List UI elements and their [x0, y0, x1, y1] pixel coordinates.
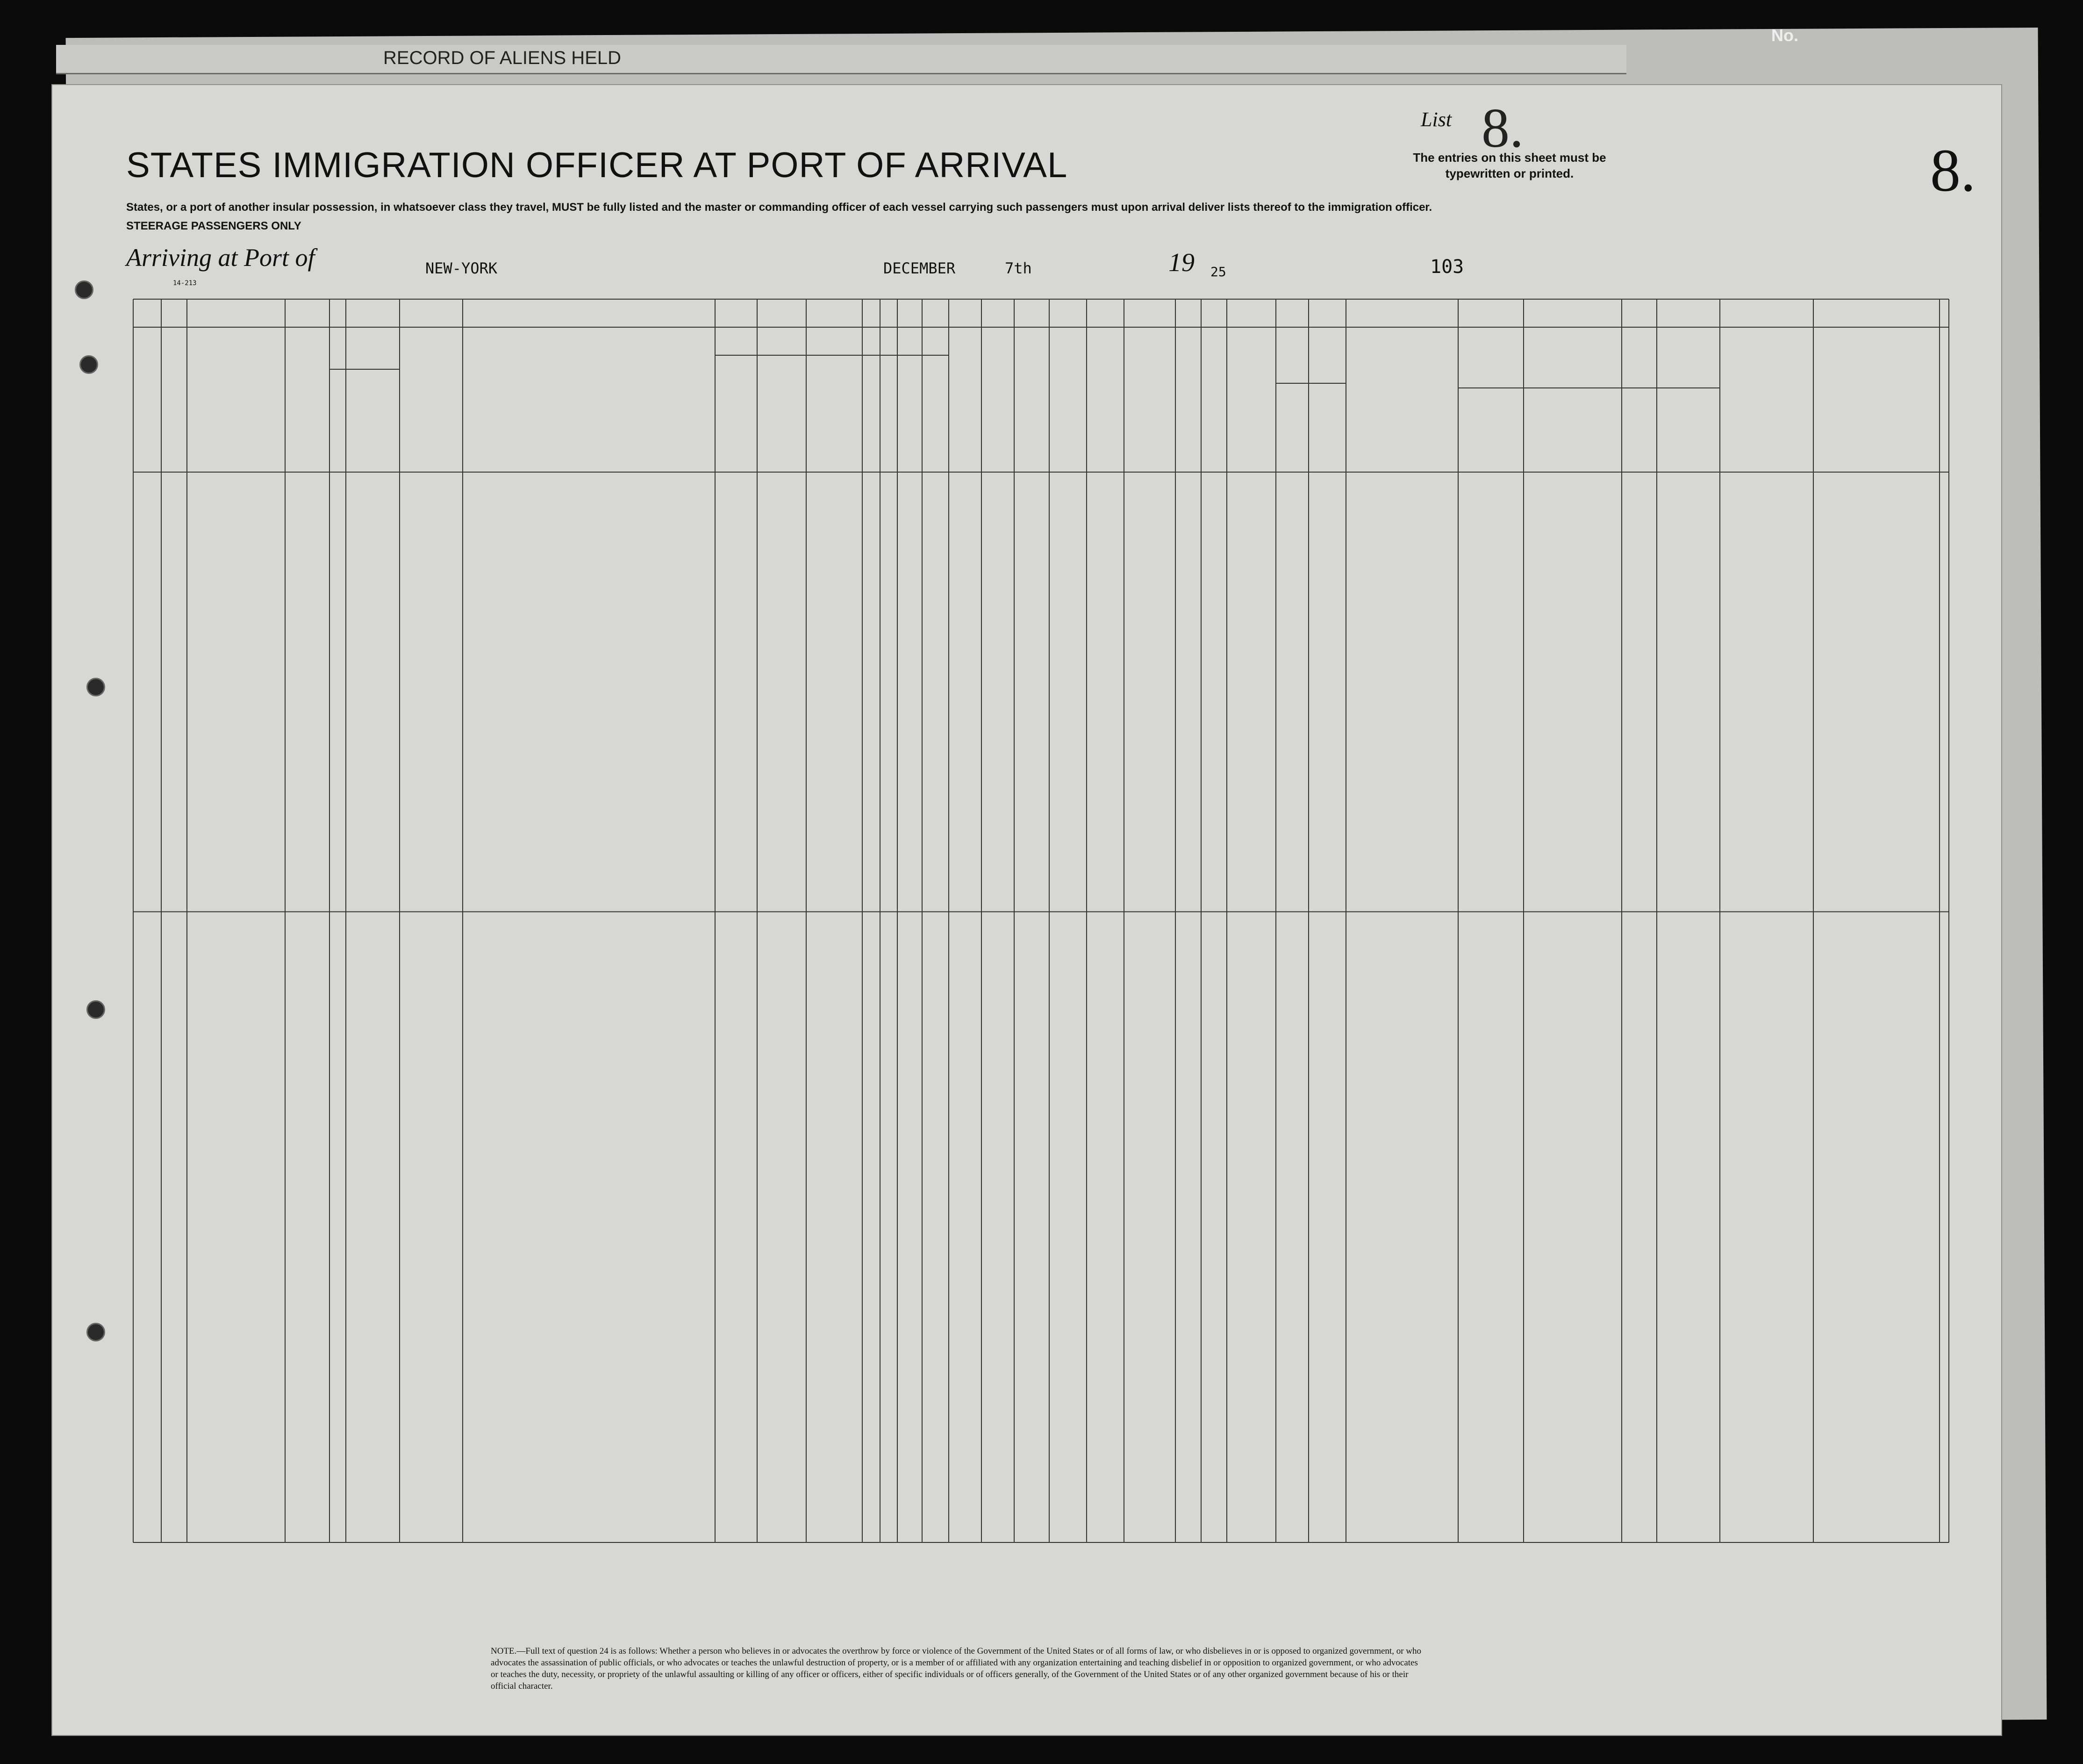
table-row	[0, 910, 2083, 945]
list-note: The entries on this sheet must be typewritten or printed.	[1413, 151, 1606, 180]
table-row	[0, 1266, 2083, 1302]
table-row	[0, 945, 2083, 981]
table-row	[0, 1123, 2083, 1159]
year-prefix: 19	[1168, 248, 1195, 277]
table-row	[0, 1480, 2083, 1515]
table-row	[0, 1444, 2083, 1480]
table-row	[0, 1337, 2083, 1373]
table-row	[0, 660, 2083, 696]
form-code: 14-213	[173, 280, 197, 287]
month-value: DECEMBER	[883, 259, 956, 277]
list-label: List	[1421, 108, 1452, 131]
page-title: STATES IMMIGRATION OFFICER AT PORT OF ARRIVAL	[126, 145, 1068, 185]
table-row	[0, 481, 2083, 517]
year-suffix: 25	[1210, 264, 1226, 280]
table-row	[0, 1409, 2083, 1444]
table-row	[0, 731, 2083, 767]
table-row	[0, 1373, 2083, 1409]
table-row	[0, 1088, 2083, 1123]
table-row	[0, 588, 2083, 624]
port-value: NEW-YORK	[425, 259, 498, 277]
table-row	[0, 838, 2083, 874]
footnote: NOTE.—Full text of question 24 is as follows: Whether a person who believes in or advocates the overthrow by force or violence of the Government of the United States or of all forms of law, or who disbelieves in or is opposed to organized government, or who advocates the assassination of public officials, or who advocates or teaches the unlawful destruction of property, or is a member of or affiliated with any organization entertaining and teaching disbelief in or opposition to organized government, or who advocates or teaches the duty, necessity, or propriety of the unlawful assaulting or killing of any officer or officers, either of specific individuals or of officers generally, of the Government of the United States or of any other organized government because of his or their official character.	[491, 1646, 1422, 1691]
sheet-number: 103	[1430, 256, 1464, 278]
table-row	[0, 624, 2083, 660]
table-row	[0, 981, 2083, 1016]
steerage-label: STEERAGE PASSENGERS ONLY	[126, 220, 301, 232]
table-row	[0, 874, 2083, 909]
page-subtitle: States, or a port of another insular possession, in whatsoever class they travel, MUST be fully listed and the master or commanding officer of each vessel carrying such passengers must upon arrival deliver lists thereof to the immigration officer.	[126, 201, 1432, 214]
table-row	[0, 1017, 2083, 1052]
table-row	[0, 803, 2083, 838]
corner-mark: 8.	[1930, 137, 1976, 204]
table-row	[0, 1516, 2083, 1551]
table-row	[0, 696, 2083, 731]
table-row	[0, 1159, 2083, 1195]
table-row	[0, 1230, 2083, 1266]
table-row	[0, 1302, 2083, 1337]
arriving-label: Arriving at Port of	[126, 244, 315, 272]
table-row	[0, 1195, 2083, 1230]
table-row	[0, 553, 2083, 588]
day-value: 7th	[1005, 259, 1032, 277]
table-row	[0, 1052, 2083, 1088]
table-row	[0, 767, 2083, 802]
list-number: 8.	[1482, 97, 1524, 159]
sheet-no-label: No.	[1771, 26, 1798, 45]
table-row	[0, 517, 2083, 552]
torn-title: RECORD OF ALIENS HELD	[383, 48, 622, 68]
